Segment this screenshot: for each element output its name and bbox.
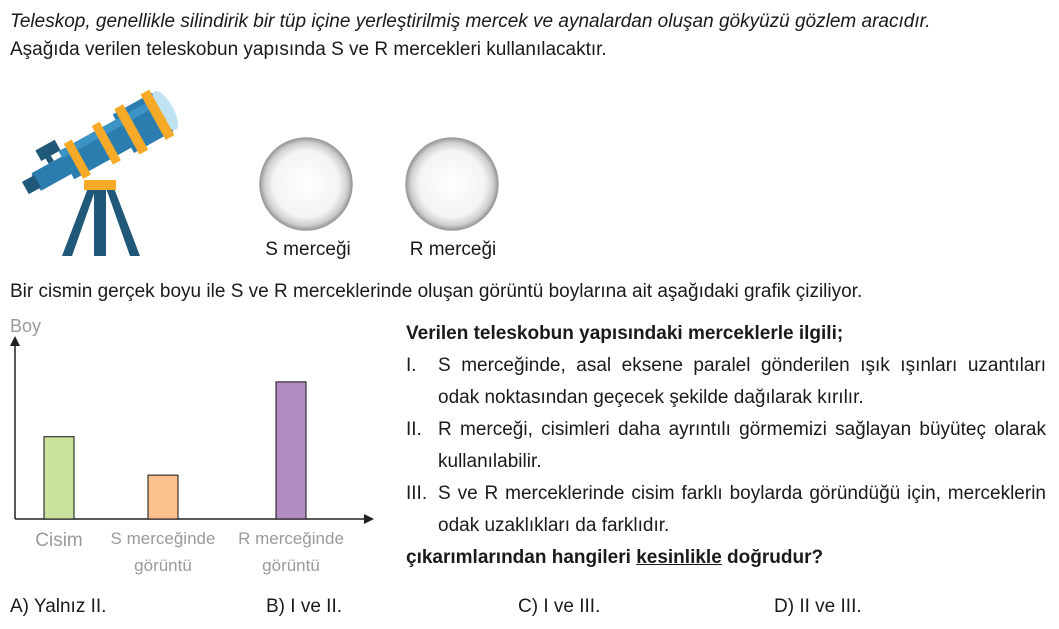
statement-text: S ve R merceklerinde cisim farklı boylarda göründüğü için, merceklerin odak uzaklıkları da farklıdır. [438, 483, 1046, 536]
option-b[interactable]: B) I ve II. [266, 596, 343, 617]
lens-icon [404, 136, 500, 232]
statement-text: S merceğinde, asal eksene paralel gönderilen ışık ışınları uzantıları odak noktasından geçecek şekilde dağılarak kırılır. [438, 355, 1046, 408]
statement-1 [406, 350, 1046, 414]
question-head: Verilen teleskobun yapısındaki merceklerle ilgili; [406, 323, 844, 344]
option-d[interactable]: D) II ve III. [774, 596, 862, 617]
question-foot-post: doğrudur? [721, 547, 824, 568]
x-tick-label: Cisim [35, 530, 83, 551]
x-tick-label: görüntü [262, 556, 320, 575]
telescope-icon [6, 80, 196, 260]
graph-intro-text: Bir cismin gerçek boyu ile S ve R merceklerinde oluşan görüntü boylarına ait aşağıdaki grafik çiziliyor. [10, 281, 863, 302]
statement-number: II. [406, 419, 422, 440]
bar-chart [0, 310, 390, 585]
question-foot [406, 542, 1046, 574]
y-axis-label: Boy [10, 316, 42, 336]
x-tick-label: S merceğinde [110, 529, 216, 548]
intro-line-2: Aşağıda verilen teleskobun yapısında S ve R mercekleri kullanılacaktır. [10, 39, 607, 60]
option-c[interactable]: C) I ve III. [518, 596, 601, 617]
statement-number: I. [406, 355, 417, 376]
statement-number: III. [406, 483, 428, 504]
question-block [406, 318, 1046, 574]
bar [148, 475, 178, 519]
lens-icon [258, 136, 354, 232]
statement-2 [406, 414, 1046, 478]
statement-3 [406, 478, 1046, 542]
s-lens-label: S merceği [265, 239, 351, 260]
bar [44, 437, 74, 519]
bar [276, 382, 306, 519]
x-tick-label: görüntü [134, 556, 192, 575]
question-foot-key: kesinlikle [636, 547, 722, 568]
x-tick-label: R merceğinde [238, 529, 344, 548]
x-axis-arrow-icon [364, 514, 374, 524]
y-axis-arrow-icon [10, 336, 20, 346]
question-foot-pre: çıkarımlarından hangileri [406, 547, 637, 568]
option-a[interactable]: A) Yalnız II. [10, 596, 107, 617]
statement-text: R merceği, cisimleri daha ayrıntılı görmemizi sağlayan büyüteç olarak kullanılabilir. [438, 419, 1046, 472]
intro-text [10, 8, 1055, 64]
r-lens-label: R merceği [409, 239, 497, 260]
intro-line-1: Teleskop, genellikle silindirik bir tüp içine yerleştirilmiş mercek ve aynalardan oluşan gökyüzü gözlem aracıdır. [10, 11, 931, 32]
